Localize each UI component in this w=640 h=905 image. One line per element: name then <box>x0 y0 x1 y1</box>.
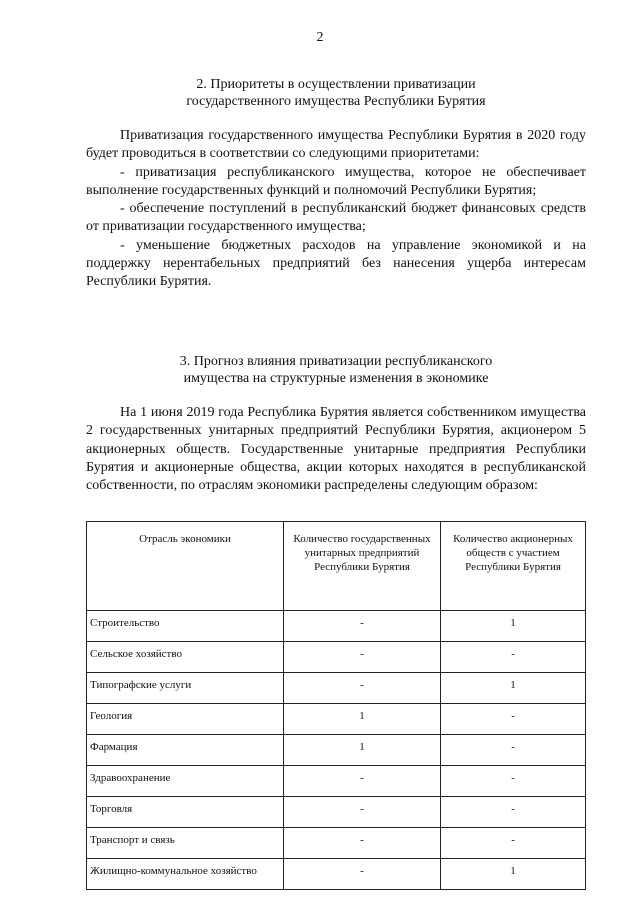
page-number: 2 <box>316 30 324 45</box>
sector-cell: Строительство <box>87 611 284 642</box>
unitary-count-cell: - <box>283 642 440 673</box>
unitary-count-cell: - <box>283 828 440 859</box>
header-sector: Отрасль экономики <box>87 522 284 611</box>
table-row <box>87 859 586 890</box>
table-row <box>87 704 586 735</box>
header-joint-stock-count: Количество акционерных обществ с участием Республики Бурятия <box>441 522 586 611</box>
joint-stock-count-cell: - <box>441 828 586 859</box>
unitary-count-cell: 1 <box>283 704 440 735</box>
priority-item: - уменьшение бюджетных расходов на управление экономикой и на поддержку нерентабельных предприятий без нанесения ущерба интересам Республики Бурятия. <box>86 237 586 290</box>
joint-stock-count-cell: - <box>441 766 586 797</box>
sector-cell: Типографские услуги <box>87 673 284 704</box>
table-row <box>87 735 586 766</box>
unitary-count-cell: - <box>283 673 440 704</box>
joint-stock-count-cell: - <box>441 797 586 828</box>
section-3-heading <box>86 353 586 387</box>
joint-stock-count-cell: - <box>441 642 586 673</box>
sector-cell: Жилищно-коммунальное хозяйство <box>87 859 284 890</box>
joint-stock-count-cell: - <box>441 704 586 735</box>
sector-cell: Фармация <box>87 735 284 766</box>
sector-cell: Здравоохранение <box>87 766 284 797</box>
sector-cell: Сельское хозяйство <box>87 642 284 673</box>
section-3-heading-line-2: имущества на структурные изменения в экономике <box>183 371 489 386</box>
sector-cell: Геология <box>87 704 284 735</box>
unitary-count-cell: - <box>283 766 440 797</box>
table-row <box>87 673 586 704</box>
section-2-body <box>86 127 586 292</box>
section-2-intro: Приватизация государственного имущества Республики Бурятия в 2020 году будет проводиться в соответствии со следующими приоритетами: <box>86 128 586 162</box>
joint-stock-count-cell: - <box>441 735 586 766</box>
unitary-count-cell: 1 <box>283 735 440 766</box>
section-2-heading-line-2: государственного имущества Республики Бурятия <box>186 94 486 109</box>
joint-stock-count-cell: 1 <box>441 611 586 642</box>
unitary-count-cell: - <box>283 611 440 642</box>
table-row <box>87 797 586 828</box>
section-3-body <box>86 404 586 495</box>
joint-stock-count-cell: 1 <box>441 859 586 890</box>
section-2-heading <box>86 76 586 110</box>
sector-distribution-table <box>86 521 586 890</box>
table-header-row <box>87 522 586 611</box>
joint-stock-count-cell: 1 <box>441 673 586 704</box>
unitary-count-cell: - <box>283 797 440 828</box>
header-unitary-count: Количество государственных унитарных предприятий Республики Бурятия <box>283 522 440 611</box>
sector-cell: Транспорт и связь <box>87 828 284 859</box>
table-row <box>87 642 586 673</box>
unitary-count-cell: - <box>283 859 440 890</box>
table-row <box>87 611 586 642</box>
section-3-paragraph: На 1 июня 2019 года Республика Бурятия является собственником имущества 2 государственных унитарных предприятий Республики Бурятия, акционером 5 акционерных обществ. Государственные унитарные предприятия Республики Бурятия и акционерные общества, акции которых находятся в республиканской собственности, по отраслям экономики распределены следующим образом: <box>86 405 586 494</box>
sector-cell: Торговля <box>87 797 284 828</box>
table-row <box>87 766 586 797</box>
table-row <box>87 828 586 859</box>
priority-item: - обеспечение поступлений в республиканский бюджет финансовых средств от приватизации государственного имущества; <box>86 201 586 235</box>
section-2-heading-line-1: 2. Приоритеты в осуществлении приватизации <box>196 77 476 92</box>
section-3-heading-line-1: 3. Прогноз влияния приватизации республиканского <box>179 354 493 369</box>
priority-item: - приватизация республиканского имущества, которое не обеспечивает выполнение государственных функций и полномочий Республики Бурятия; <box>86 164 586 198</box>
